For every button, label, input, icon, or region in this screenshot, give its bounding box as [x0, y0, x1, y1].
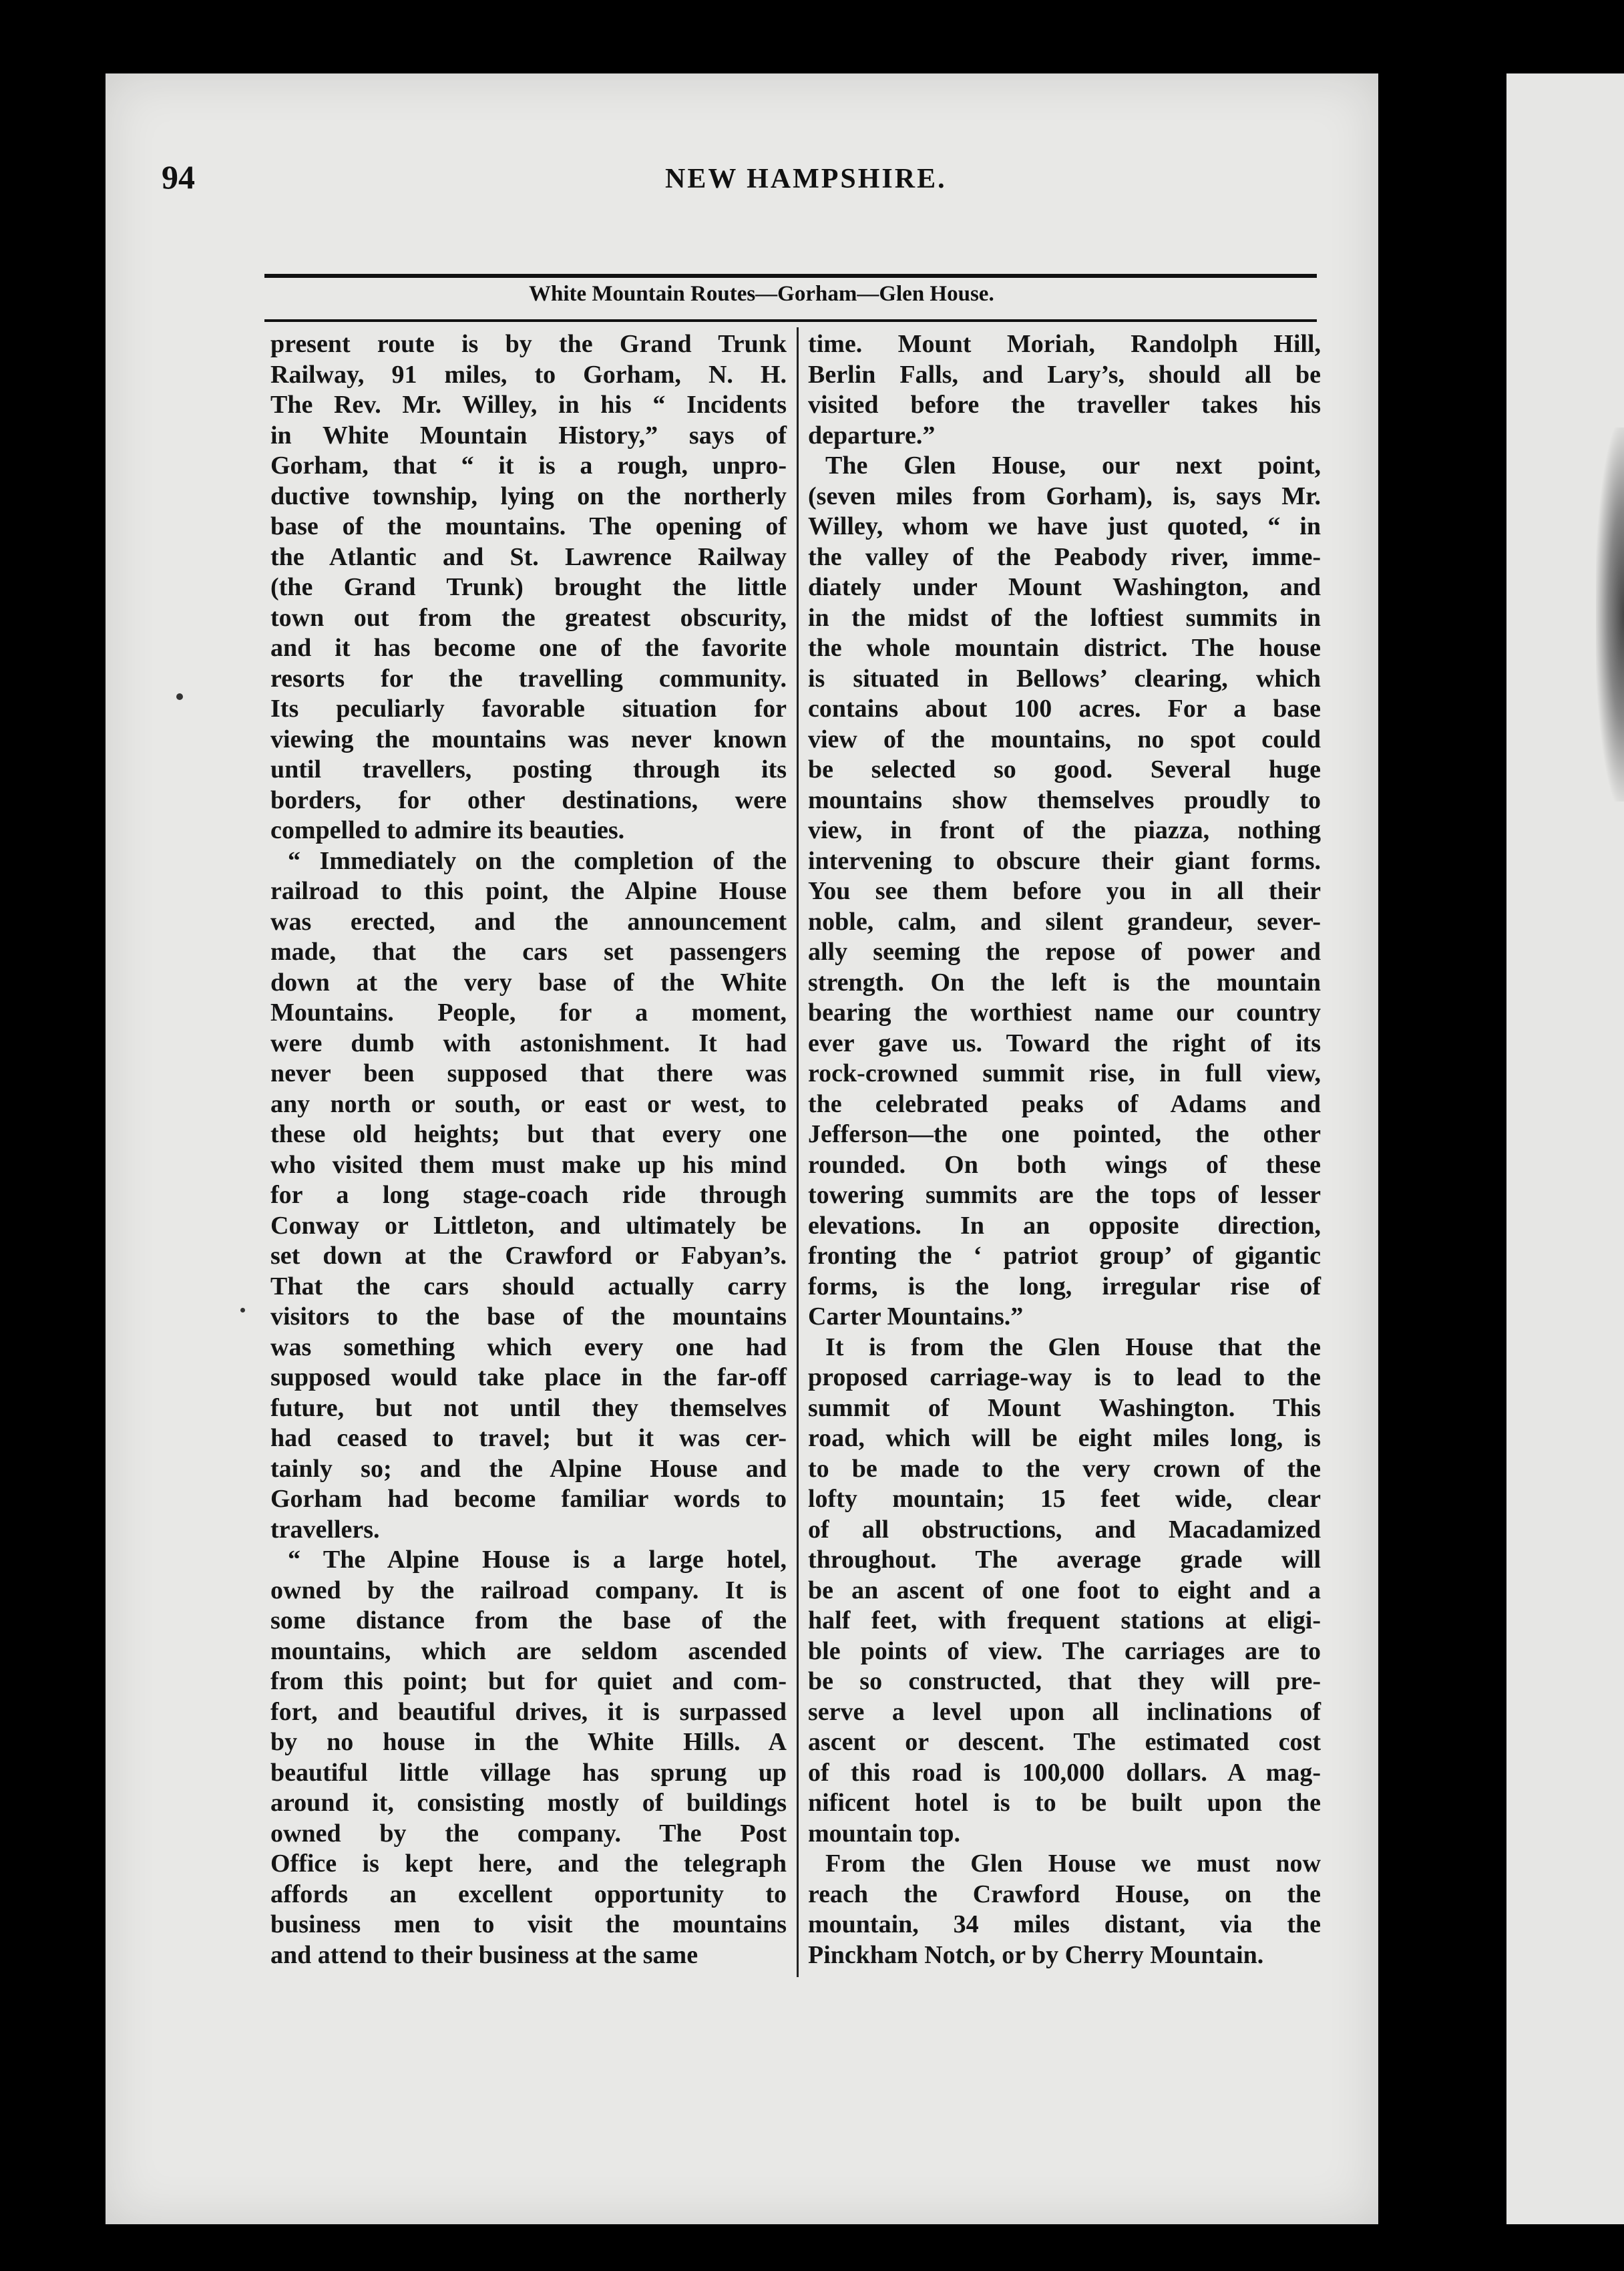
text-line: the celebrated peaks of Adams and — [808, 1089, 1321, 1118]
text-line: these old heights; but that every one — [270, 1120, 787, 1148]
text-line: diately under Mount Washington, and — [808, 573, 1321, 601]
text-line: Office is kept here, and the telegraph — [270, 1850, 787, 1878]
text-line: road, which will be eight miles long, is — [808, 1424, 1321, 1452]
facing-text-line: and fr — [0, 214, 25, 225]
text-line: present route is by the Grand Trunk — [270, 330, 787, 358]
text-line: time. Mount Moriah, Randolph Hill, — [808, 330, 1321, 358]
text-line: be an ascent of one foot to eight and a — [808, 1576, 1321, 1604]
text-line: lofty mountain; 15 feet wide, clear — [808, 1485, 1321, 1513]
text-line: by no house in the White Hills. A — [270, 1728, 787, 1756]
text-line: the whole mountain district. The house — [808, 634, 1321, 662]
text-line: mountain top. — [808, 1819, 961, 1848]
column-divider — [797, 327, 799, 1977]
text-line: forms, is the long, irregular rise of — [808, 1272, 1321, 1300]
text-line: from this point; but for quiet and com- — [270, 1667, 787, 1695]
text-line: ascent or descent. The estimated cost — [808, 1728, 1321, 1756]
text-line: The Glen House, our next point, — [825, 452, 1321, 480]
text-line: visitors to the base of the mountains — [270, 1302, 787, 1331]
text-line: the valley of the Peabody river, imme- — [808, 542, 1321, 571]
text-line: ever gave us. Toward the right of its — [808, 1029, 1321, 1057]
text-line: mountain, 34 miles distant, via the — [808, 1910, 1321, 1938]
text-line: is situated in Bellows’ clearing, which — [808, 664, 1321, 693]
text-line: Willey, whom we have just quoted, “ in — [808, 512, 1321, 540]
text-line: Gorham had become familiar words to — [270, 1485, 787, 1513]
text-line: towering summits are the tops of lesser — [808, 1181, 1321, 1209]
text-line: town out from the greatest obscurity, — [270, 603, 787, 632]
text-line: Pinckham Notch, or by Cherry Mountain. — [808, 1940, 1264, 1969]
text-line: of all obstructions, and Macadamized — [808, 1515, 1321, 1544]
text-line: intervening to obscure their giant forms. — [808, 846, 1321, 875]
page-number: 94 — [162, 158, 195, 196]
facing-text-line: New H — [0, 154, 31, 165]
text-line: ally seeming the repose of power and — [808, 938, 1321, 966]
text-line: serve a level upon all inclinations of — [808, 1697, 1321, 1726]
text-line: made, that the cars set passengers — [270, 938, 787, 966]
text-line: down at the very base of the White — [270, 968, 787, 997]
running-head: NEW HAMPSHIRE. — [665, 164, 947, 194]
text-line: contains about 100 acres. For a base — [808, 695, 1321, 723]
text-line: bearing the worthiest name our country — [808, 999, 1321, 1027]
facing-text-line: hood, g — [0, 178, 32, 189]
text-line: “ The Alpine House is a large hotel, — [288, 1546, 787, 1574]
text-line: the Atlantic and St. Lawrence Railway — [270, 542, 787, 571]
text-line: viewing the mountains was never known — [270, 725, 787, 753]
text-line: noble, calm, and silent grandeur, sever- — [808, 907, 1321, 936]
text-line: resorts for the travelling community. — [270, 664, 787, 693]
facing-text-line: Mount — [0, 202, 29, 213]
facing-text-line: throug — [0, 24, 28, 35]
text-line: compelled to admire its beauties. — [270, 816, 625, 844]
text-line: rock-crowned summit rise, in full view, — [808, 1059, 1321, 1087]
facing-text-line: by the — [0, 12, 27, 23]
ink-speck — [176, 693, 183, 700]
text-line: rounded. On both wings of these — [808, 1150, 1321, 1179]
text-line: From the Glen House we must now — [825, 1850, 1321, 1878]
facing-text-line: and Cor — [0, 286, 35, 297]
text-line: Carter Mountains.” — [808, 1302, 1024, 1331]
text-line: were dumb with astonishment. It had — [270, 1029, 787, 1057]
facing-text-line: Thes — [0, 130, 21, 141]
facing-text-line: east, to — [0, 262, 31, 273]
text-line: fronting the ‘ patriot group’ of gigantic — [808, 1242, 1321, 1270]
text-line: Jefferson—the one pointed, the other — [808, 1120, 1321, 1148]
text-line: reach the Crawford House, on the — [808, 1880, 1321, 1908]
text-line: and it has become one of the favorite — [270, 634, 787, 662]
text-line: of this road is 100,000 dollars. A mag- — [808, 1758, 1321, 1787]
facing-text-line: White — [0, 166, 27, 177]
text-line: set down at the Crawford or Fabyan’s. — [270, 1242, 787, 1270]
text-line: mountains, which are seldom ascended — [270, 1636, 787, 1665]
text-line: fort, and beautiful drives, it is surpassed — [270, 1697, 787, 1726]
text-line: nificent hotel is to be built upon the — [808, 1789, 1321, 1817]
text-line: throughout. The average grade will — [808, 1546, 1321, 1574]
text-line: be selected so good. Several huge — [808, 755, 1321, 783]
text-line: summit of Mount Washington. This — [808, 1393, 1321, 1422]
section-subhead: White Mountain Routes—Gorham—Glen House. — [529, 282, 994, 306]
text-line: view of the mountains, no spot could — [808, 725, 1321, 753]
text-line: half feet, with frequent stations at eligi- — [808, 1606, 1321, 1634]
text-line: (the Grand Trunk) brought the little — [270, 573, 787, 601]
ink-blot — [1596, 427, 1624, 802]
facing-text-line: towns — [0, 36, 26, 47]
text-line: ble points of view. The carriages are to — [808, 1636, 1321, 1665]
facing-text-line: at the C — [0, 298, 33, 309]
text-line: was erected, and the announcement — [270, 907, 787, 936]
text-line: and attend to their business at the same — [270, 1940, 698, 1969]
text-line: You see them before you in all their — [808, 877, 1321, 905]
facing-page-edge — [1506, 73, 1624, 2224]
text-line: affords an excellent opportunity to — [270, 1880, 787, 1908]
text-line: proposed carriage-way is to lead to the — [808, 1363, 1321, 1391]
text-line: until travellers, posting through its — [270, 755, 787, 783]
facing-text-line: to Gorl — [0, 72, 31, 83]
text-line: tainly so; and the Alpine House and — [270, 1454, 787, 1483]
facing-text-line: the ha — [0, 190, 26, 201]
text-line: view, in front of the piazza, nothing — [808, 816, 1321, 844]
facing-text-line: Rou — [0, 0, 18, 11]
text-line: strength. On the left is the mountain — [808, 968, 1321, 997]
text-line: for a long stage-coach ride through — [270, 1181, 787, 1209]
text-line: base of the mountains. The opening of — [270, 512, 787, 540]
text-line: owned by the company. The Post — [270, 1819, 787, 1848]
text-line: some distance from the base of the — [270, 1606, 787, 1634]
text-line: Mountains. People, for a moment, — [270, 999, 787, 1027]
text-line: around it, consisting mostly of buildings — [270, 1789, 787, 1817]
text-line: Gorham, that “ it is a rough, unpro- — [270, 452, 787, 480]
text-line: Berlin Falls, and Lary’s, should all be — [808, 360, 1321, 389]
text-line: visited before the traveller takes his — [808, 391, 1321, 419]
left-column — [270, 329, 787, 1970]
text-line: future, but not until they themselves — [270, 1393, 787, 1422]
text-line: Railway, 91 miles, to Gorham, N. H. — [270, 360, 787, 389]
text-line: borders, for other destinations, were — [270, 785, 787, 814]
text-line: who visited them must make up his mind — [270, 1150, 787, 1179]
text-line: any north or south, or east or west, to — [270, 1089, 787, 1118]
text-line: That the cars should actually carry — [270, 1272, 787, 1300]
text-line: owned by the railroad company. It is — [270, 1576, 787, 1604]
text-line: in White Mountain History,” says of — [270, 421, 787, 450]
ink-speck — [240, 1308, 245, 1313]
facing-text-line: mouth, — [0, 48, 30, 59]
text-line: The Rev. Mr. Willey, in his “ Incidents — [270, 391, 787, 419]
text-line: in the midst of the loftiest summits in — [808, 603, 1321, 632]
text-line: supposed would take place in the far-off — [270, 1363, 787, 1391]
facing-text-line: have m — [0, 250, 31, 261]
text-line: never been supposed that there was — [270, 1059, 787, 1087]
text-line: Conway or Littleton, and ultimately be — [270, 1211, 787, 1240]
text-line: had ceased to travel; but it was cer- — [270, 1424, 787, 1452]
text-line: ductive township, lying on the northerly — [270, 482, 787, 510]
text-line: be so constructed, that they will pre- — [808, 1667, 1321, 1695]
facing-text-line: about — [0, 142, 24, 153]
text-line: (seven miles from Gorham), is, says Mr. — [808, 482, 1321, 510]
facing-text-line: group, v — [0, 274, 36, 285]
header-rule-bottom — [264, 319, 1317, 322]
text-line: was something which every one had — [270, 1333, 787, 1361]
text-line: to be made to the very crown of the — [808, 1454, 1321, 1483]
text-line: beautiful little village has sprung up — [270, 1758, 787, 1787]
text-line: elevations. In an opposite direction, — [808, 1211, 1321, 1240]
facing-text-line: Rou — [0, 84, 18, 96]
facing-text-line: THE W — [0, 108, 65, 129]
facing-text-line: contra- — [0, 226, 31, 237]
facing-text-line: by stea — [0, 96, 30, 108]
text-line: business men to visit the mountains — [270, 1910, 787, 1938]
text-line: railroad to this point, the Alpine House — [270, 877, 787, 905]
text-line: It is from the Glen House that the — [825, 1333, 1321, 1361]
text-line: departure.” — [808, 421, 936, 450]
header-rule-top — [264, 274, 1317, 278]
right-column — [808, 329, 1321, 1970]
text-line: “ Immediately on the completion of the — [288, 846, 787, 875]
text-line: mountains show themselves proudly to — [808, 785, 1321, 814]
text-line: travellers. — [270, 1515, 380, 1544]
facing-text-line: land w — [0, 60, 29, 71]
facing-text-line: range. — [0, 238, 27, 249]
text-line: Its peculiarly favorable situation for — [270, 695, 787, 723]
